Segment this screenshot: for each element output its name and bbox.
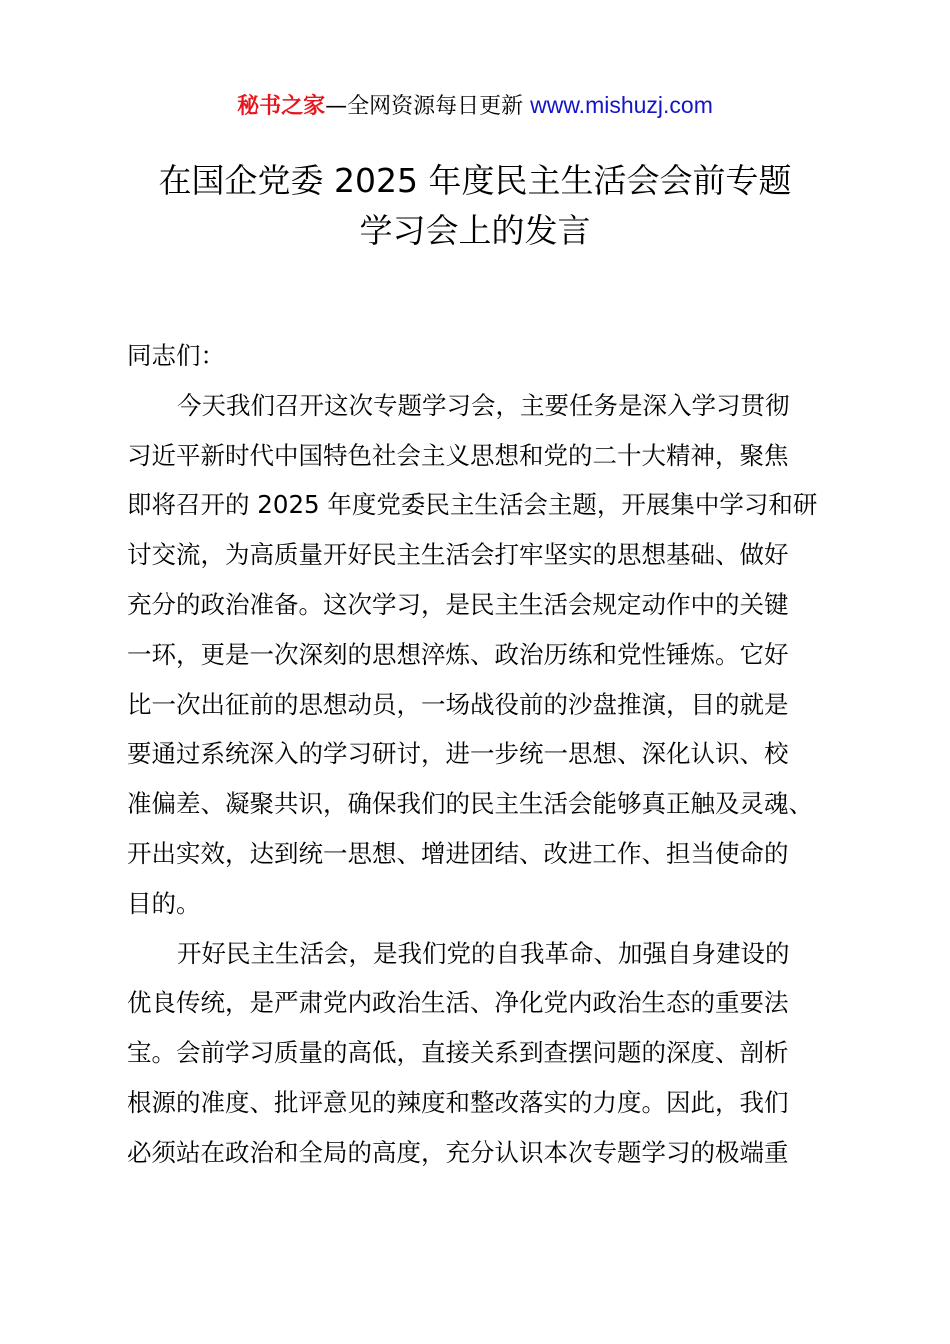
site-link[interactable]: www.mishuzj.com [530, 92, 713, 118]
paragraph-line: 习近平新时代中国特色社会主义思想和党的二十大精神，聚焦 [127, 440, 789, 470]
document-title [0, 156, 950, 256]
title-line: 在国企党委 2025 年度民主生活会会前专题 [158, 161, 792, 200]
paragraph-line: 比一次出征前的思想动员，一场战役前的沙盘推演，目的就是 [127, 689, 789, 719]
paragraph-line: 即将召开的 2025 年度党委民主生活会主题，开展集中学习和研 [127, 490, 818, 520]
header-slogan: —全网资源每日更新 [325, 94, 531, 119]
paragraph-line: 讨交流，为高质量开好民主生活会打牢坚实的思想基础、做好 [127, 540, 789, 570]
brand-name: 秘书之家 [237, 94, 326, 119]
paragraph-line: 准偏差、凝聚共识，确保我们的民主生活会能够真正触及灵魂、 [127, 789, 813, 819]
paragraph-line: 目的。 [127, 888, 201, 918]
paragraph-line: 必须站在政治和全局的高度，充分认识本次专题学习的极端重 [127, 1137, 789, 1167]
paragraph [127, 381, 837, 929]
paragraph-line: 要通过系统深入的学习研讨，进一步统一思想、深化认识、校 [127, 739, 789, 769]
document-body [127, 331, 837, 1178]
paragraph-line: 一环，更是一次深刻的思想淬炼、政治历练和党性锤炼。它好 [127, 639, 789, 669]
title-line: 学习会上的发言 [359, 211, 591, 250]
paragraph-line: 宝。会前学习质量的高低，直接关系到查摆问题的深度、剖析 [127, 1038, 789, 1068]
paragraph-line: 开出实效，达到统一思想、增进团结、改进工作、担当使命的 [127, 838, 789, 868]
paragraph-line: 今天我们召开这次专题学习会，主要任务是深入学习贯彻 [177, 390, 790, 420]
paragraph-line: 根源的准度、批评意见的辣度和整改落实的力度。因此，我们 [127, 1087, 789, 1117]
paragraph-line: 优良传统，是严肃党内政治生活、净化党内政治生态的重要法 [127, 988, 789, 1018]
paragraph-line: 充分的政治准备。这次学习，是民主生活会规定动作中的关键 [127, 589, 789, 619]
salutation: 同志们： [127, 341, 225, 370]
watermark-header [0, 88, 950, 124]
paragraph [127, 929, 837, 1178]
paragraph-line: 开好民主生活会，是我们党的自我革命、加强自身建设的 [177, 938, 790, 968]
